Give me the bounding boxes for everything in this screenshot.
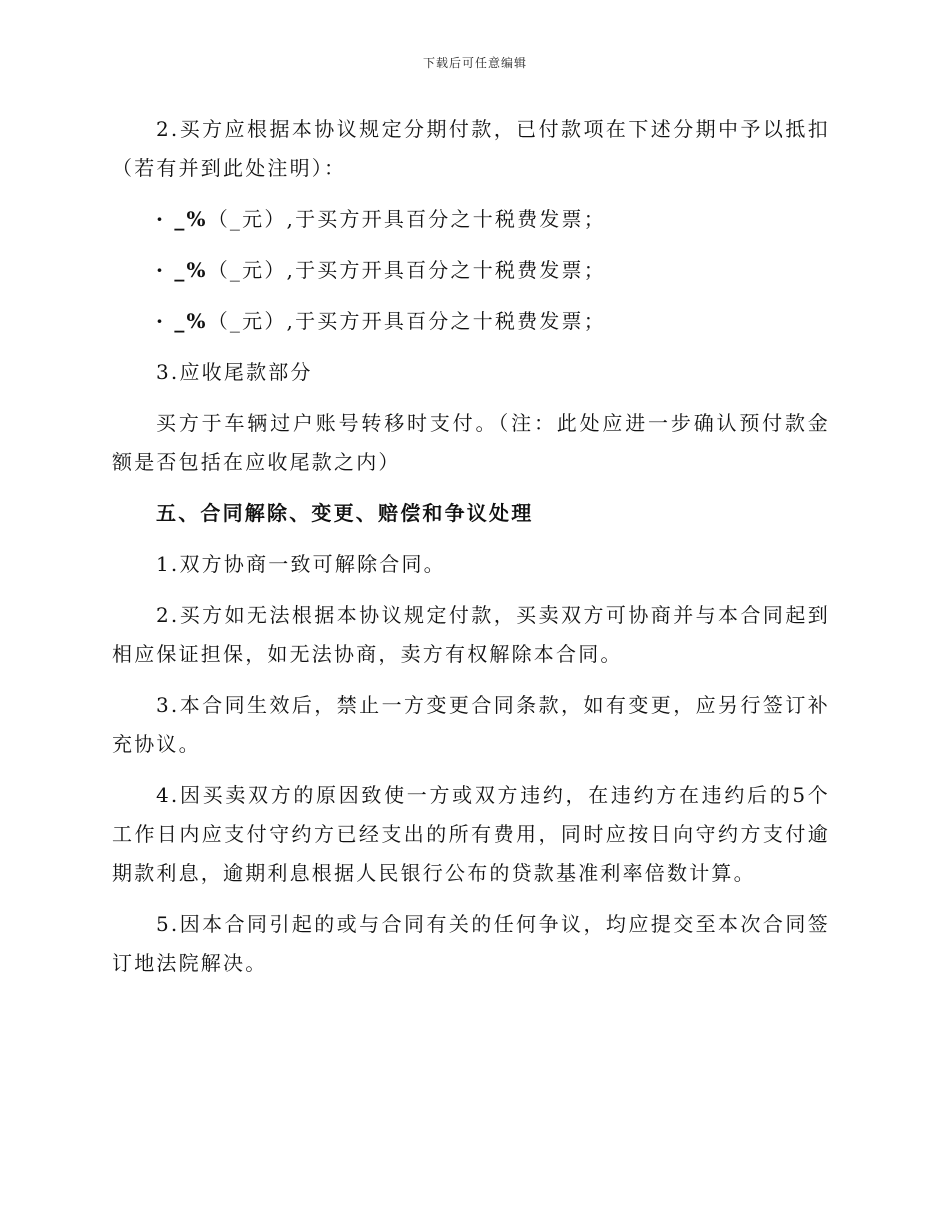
bullet-item-1 <box>112 200 830 239</box>
paragraph-installment-payment: 2.买方应根据本协议规定分期付款，已付款项在下述分期中予以抵扣（若有并到此处注明）： <box>112 117 830 180</box>
bullet-text: （_元）,于买方开具百分之十税费发票； <box>207 258 606 282</box>
paragraph-clause-4: 4.因买卖双方的原因致使一方或双方违约，在违约方在违约后的5个工作日内应支付守约方已经支出的所有费用，同时应按日向守约方支付逾期款利息，逾期利息根据人民银行公布的贷款基准利率倍数计算。 <box>112 783 830 885</box>
bullet-item-2 <box>112 251 830 290</box>
bullet-mark: · _% <box>156 207 208 231</box>
paragraph-balance-heading: 3.应收尾款部分 <box>156 360 313 384</box>
section-heading-termination: 五、合同解除、变更、赔偿和争议处理 <box>156 501 534 525</box>
bullet-text: （_元）,于买方开具百分之十税费发票； <box>207 309 606 333</box>
page-header: 下载后可任意编辑 <box>422 56 527 70</box>
bullet-mark: · _% <box>156 309 208 333</box>
paragraph-clause-1: 1.双方协商一致可解除合同。 <box>156 552 446 576</box>
paragraph-clause-5: 5.因本合同引起的或与合同有关的任何争议，均应提交至本次合同签订地法院解决。 <box>112 912 830 975</box>
document-body <box>112 110 830 995</box>
paragraph-clause-3: 3.本合同生效后，禁止一方变更合同条款，如有变更，应另行签订补充协议。 <box>112 693 830 756</box>
bullet-text: （_元）,于买方开具百分之十税费发票； <box>207 207 606 231</box>
paragraph-clause-2: 2.买方如无法根据本协议规定付款，买卖双方可协商并与本合同起到相应保证担保，如无法协商，卖方有权解除本合同。 <box>112 603 830 666</box>
paragraph-balance-payment: 买方于车辆过户账号转移时支付。（注：此处应进一步确认预付款金额是否包括在应收尾款之内） <box>112 411 830 474</box>
bullet-item-3 <box>112 302 830 341</box>
bullet-mark: · _% <box>156 258 208 282</box>
